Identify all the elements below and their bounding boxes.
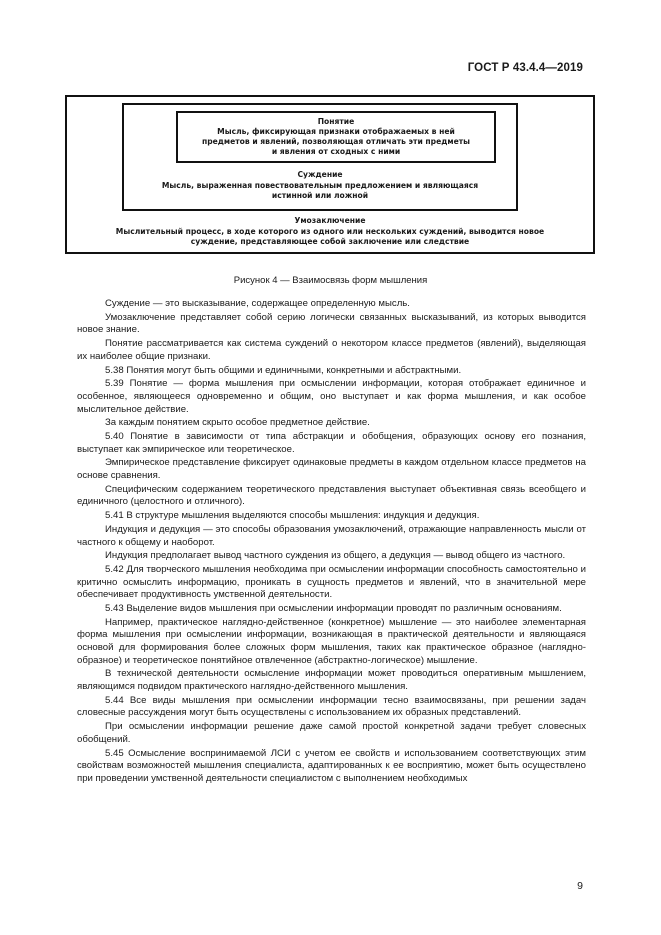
- paragraph: Понятие рассматривается как система суждений о некотором классе предметов (явлений), выделяющая их наиболее общие признаки.: [77, 338, 586, 362]
- paragraph: За каждым понятием скрыто особое предметное действие.: [105, 417, 370, 429]
- figure-caption: Рисунок 4 — Взаимосвязь форм мышления: [233, 275, 428, 286]
- concept-text: Мысль, фиксирующая признаки отображаемых в ней предметов и явлений, позволяющая отличать эти предметы и явления от сходных с ними: [201, 127, 471, 156]
- paragraph: 5.38 Понятия могут быть общими и единичными, конкретными и абстрактными.: [105, 364, 462, 376]
- paragraph: 5.39 Понятие — форма мышления при осмыслении информации, которая отображает единичное и особенное, являющееся одновременно и общим, оно выступает и как форма мышления, и как особое мыслительное действие.: [77, 378, 586, 415]
- body-text: [77, 298, 586, 787]
- inference-title: Умозаключение: [294, 216, 366, 225]
- paragraph: Индукция предполагает вывод частного суждения из общего, а дедукция — вывод общего из частного.: [105, 550, 566, 562]
- paragraph: Суждение — это высказывание, содержащее определенную мысль.: [105, 298, 410, 309]
- paragraph: 5.43 Выделение видов мышления при осмыслении информации проводят по различным основаниям.: [105, 603, 562, 615]
- paragraph: 5.44 Все виды мышления при осмыслении информации тесно взаимосвязаны, при решении задач словесные рассуждения могут быть осуществлены с использованием их образных представлений.: [77, 694, 586, 719]
- standard-code: ГОСТ Р 43.4.4—2019: [467, 62, 583, 74]
- concept-box: [176, 111, 496, 163]
- page-number: 9: [577, 880, 583, 892]
- paragraph: Специфическим содержанием теоретического представления выступает объективная связь всеобщего и единичного (целостного и отличного).: [77, 483, 586, 508]
- paragraph: 5.45 Осмысление воспринимаемой ЛСИ с учетом ее свойств и использованием соответствующих этим свойствам возможностей мышления специалиста, адаптированных к ее восприятию, может быть осуществлено при проведении умственной деятельности специалистом с выполнением необходимых: [77, 747, 586, 784]
- judgment-text: Мысль, выраженная повествовательным предложением и являющаяся истинной или ложной: [161, 181, 479, 200]
- paragraph: 5.41 В структуре мышления выделяются способы мышления: индукция и дедукция.: [105, 510, 480, 522]
- paragraph: Например, практическое наглядно-действенное (конкретное) мышление — это наиболее элементарная форма мышления при осмыслении информации, возникающая в практической деятельности и являющаяся основой для формирования более сложных форм мышления, таких как практическое образное (наглядно-образное) и теоретическое понятийное отвлеченное (абстрактно-логическое) мышление.: [77, 616, 586, 666]
- paragraph: 5.40 Понятие в зависимости от типа абстракции и обобщения, образующих основу его познания, выступает как эмпирическое или теоретическое.: [77, 431, 586, 455]
- paragraph: 5.42 Для творческого мышления необходима при осмыслении информации способность самостоятельно и критично осмыслить информацию, проникать в сущность предметов и явлений, что в значительной мере обеспечивает продуктивность умственной деятельности.: [77, 564, 586, 601]
- concept-title: Понятие: [317, 117, 355, 126]
- paragraph: Индукция и дедукция — это способы образования умозаключений, отражающие направленность мысли от частного к общему и наоборот.: [77, 523, 586, 548]
- paragraph: Умозаключение представляет собой серию логически связанных высказываний, из которых выводится новое знание.: [77, 311, 586, 336]
- paragraph: При осмыслении информации решение даже самой простой конкретной задачи требует словесных обобщений.: [77, 721, 586, 745]
- paragraph: Эмпирическое представление фиксирует одинаковые предметы в каждом отдельном классе предметов на основе сравнения.: [77, 457, 586, 482]
- inference-text: Мыслительный процесс, в ходе которого из одного или нескольких суждений, выводится новое суждение, представляющее собой заключение или следствие: [115, 227, 545, 246]
- judgment-title: Суждение: [297, 170, 343, 179]
- paragraph: В технической деятельности осмысление информации может проводиться оперативным мышлением, являющимся подвидом практического наглядно-действенного мышления.: [77, 668, 586, 693]
